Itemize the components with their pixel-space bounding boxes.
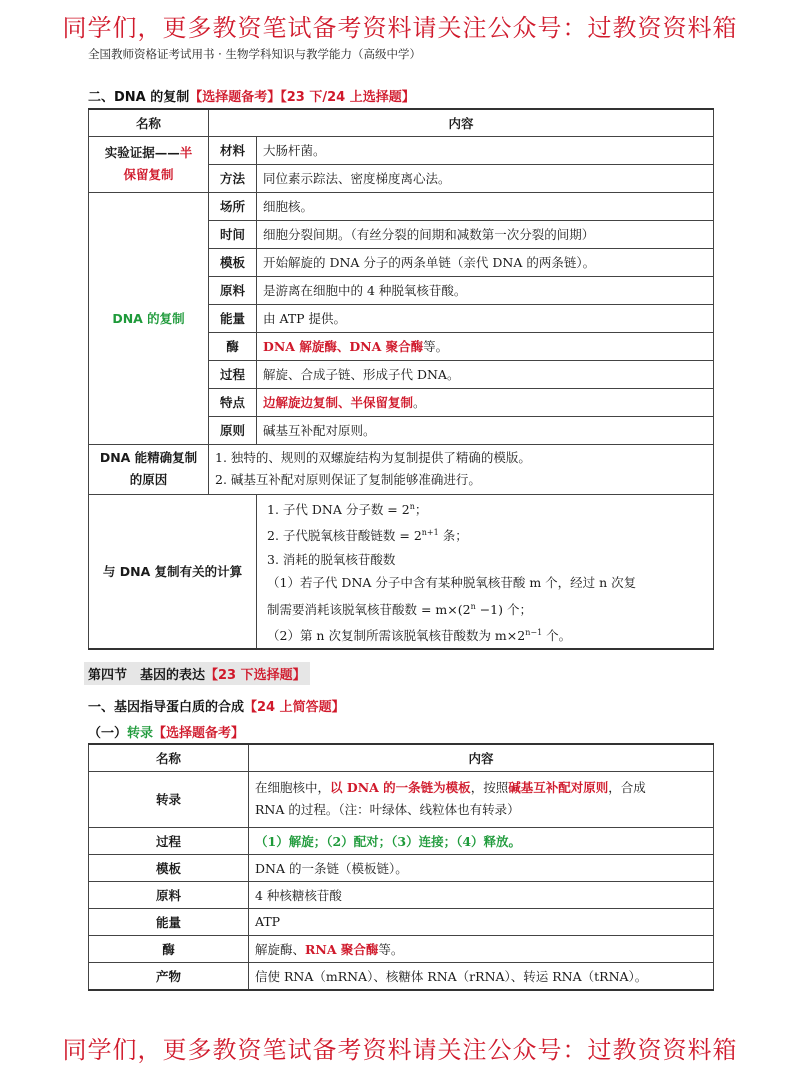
section-trans-tag: 【选择题备考】 <box>153 726 245 741</box>
row-key: 酶 <box>209 332 257 360</box>
section-gene-heading <box>88 696 345 715</box>
section-gene-tag: 【24 上简答题】 <box>244 700 345 715</box>
row-value: DNA 解旋酶、DNA 聚合酶等。 <box>257 332 714 360</box>
section-dna-title: 二、DNA 的复制 <box>88 90 190 105</box>
row-value: 同位素示踪法、密度梯度离心法。 <box>257 164 714 192</box>
accuracy-label: DNA 能精确复制 的原因 <box>89 444 209 494</box>
calc-line-3: 3. 消耗的脱氧核苷酸数 <box>267 551 396 567</box>
row-key: 能量 <box>89 908 249 935</box>
section4-tag: 【23 下选择题】 <box>205 668 306 683</box>
section-dna-tag: 【选择题备考】【23 下/24 上选择题】 <box>189 90 415 105</box>
calc-line-2: 2. 子代脱氧核苷酸链数 = $2^{n+1}$ 条； <box>267 528 468 544</box>
row-value: 由 ATP 提供。 <box>257 304 714 332</box>
row-value: 是游离在细胞中的 4 种脱氧核苷酸。 <box>257 276 714 304</box>
section4-heading <box>84 662 310 685</box>
row-value: 碱基互补配对原则。 <box>257 416 714 444</box>
row-key: 转录 <box>89 771 249 827</box>
replication-label: DNA 的复制 <box>89 192 209 444</box>
row-value: 在细胞核中，以 DNA 的一条链为模板，按照碱基互补配对原则，合成 RNA 的过程。（注：叶绿体、线粒体也有转录） <box>249 771 714 827</box>
row-key: 原料 <box>89 881 249 908</box>
section-trans-title: 转录 <box>127 726 154 741</box>
calc-line-1: 1. 子代 DNA 分子数 = $2^n$； <box>267 501 428 517</box>
section-trans-heading <box>88 722 244 741</box>
table1-header-name: 名称 <box>89 109 209 136</box>
top-banner: 同学们，更多教资笔试备考资料请关注公众号：过教资资料箱 <box>62 14 738 42</box>
row-value: 大肠杆菌。 <box>257 136 714 164</box>
calc-content <box>257 494 714 649</box>
table2-header-content: 内容 <box>249 744 714 771</box>
row-value: ATP <box>249 908 714 935</box>
row-key: 酶 <box>89 935 249 962</box>
row-value: （1）解旋；（2）配对；（3）连接；（4）释放。 <box>249 827 714 854</box>
row-value: 细胞分裂间期。（有丝分裂的间期和减数第一次分裂的间期） <box>257 220 714 248</box>
accuracy-content: 1. 独特的、规则的双螺旋结构为复制提供了精确的模版。 2. 碱基互补配对原则保证了复制能够准确进行。 <box>209 444 714 494</box>
row-value: DNA 的一条链（模板链）。 <box>249 854 714 881</box>
calc-line-6: （2）第 n 次复制所需该脱氧核苷酸数为 $m\times 2^{n-1}$ 个。 <box>267 628 572 644</box>
book-subtitle: 全国教师资格证考试用书 · 生物学科知识与教学能力（高级中学） <box>88 47 421 61</box>
row-key: 场所 <box>209 192 257 220</box>
row-value: 解旋、合成子链、形成子代 DNA。 <box>257 360 714 388</box>
calc-label: 与 DNA 复制有关的计算 <box>89 494 257 649</box>
row-key: 能量 <box>209 304 257 332</box>
row-key: 特点 <box>209 388 257 416</box>
row-value: 边解旋边复制、半保留复制。 <box>257 388 714 416</box>
row-key: 过程 <box>89 827 249 854</box>
row-key: 原料 <box>209 276 257 304</box>
dna-replication-table <box>88 108 714 650</box>
calc-line-4: （1）若子代 DNA 分子中含有某种脱氧核苷酸 m 个，经过 n 次复 <box>267 575 637 591</box>
section4-title: 第四节 基因的表达 <box>88 668 206 683</box>
row-value: 开始解旋的 DNA 分子的两条单链（亲代 DNA 的两条链）。 <box>257 248 714 276</box>
row-key: 产物 <box>89 962 249 990</box>
row-key: 材料 <box>209 136 257 164</box>
section-dna-heading <box>88 86 415 105</box>
section-gene-title: 一、基因指导蛋白质的合成 <box>88 700 245 715</box>
table2-header-name: 名称 <box>89 744 249 771</box>
bottom-banner: 同学们，更多教资笔试备考资料请关注公众号：过教资资料箱 <box>62 1036 738 1064</box>
evidence-label: 实验证据——半 保留复制 <box>89 136 209 192</box>
row-key: 原则 <box>209 416 257 444</box>
row-key: 时间 <box>209 220 257 248</box>
row-value: 4 种核糖核苷酸 <box>249 881 714 908</box>
row-value: 信使 RNA（mRNA）、核糖体 RNA（rRNA）、转运 RNA（tRNA）。 <box>249 962 714 990</box>
calc-line-5: 制需要消耗该脱氧核苷酸数 = $m\times(2^n -1)$ 个； <box>267 601 532 617</box>
row-key: 过程 <box>209 360 257 388</box>
section-trans-prefix: （一） <box>88 726 128 741</box>
row-key: 模板 <box>89 854 249 881</box>
table1-header-content: 内容 <box>209 109 714 136</box>
transcription-table <box>88 743 714 991</box>
row-key: 方法 <box>209 164 257 192</box>
row-key: 模板 <box>209 248 257 276</box>
row-value: 解旋酶、RNA 聚合酶等。 <box>249 935 714 962</box>
row-value: 细胞核。 <box>257 192 714 220</box>
